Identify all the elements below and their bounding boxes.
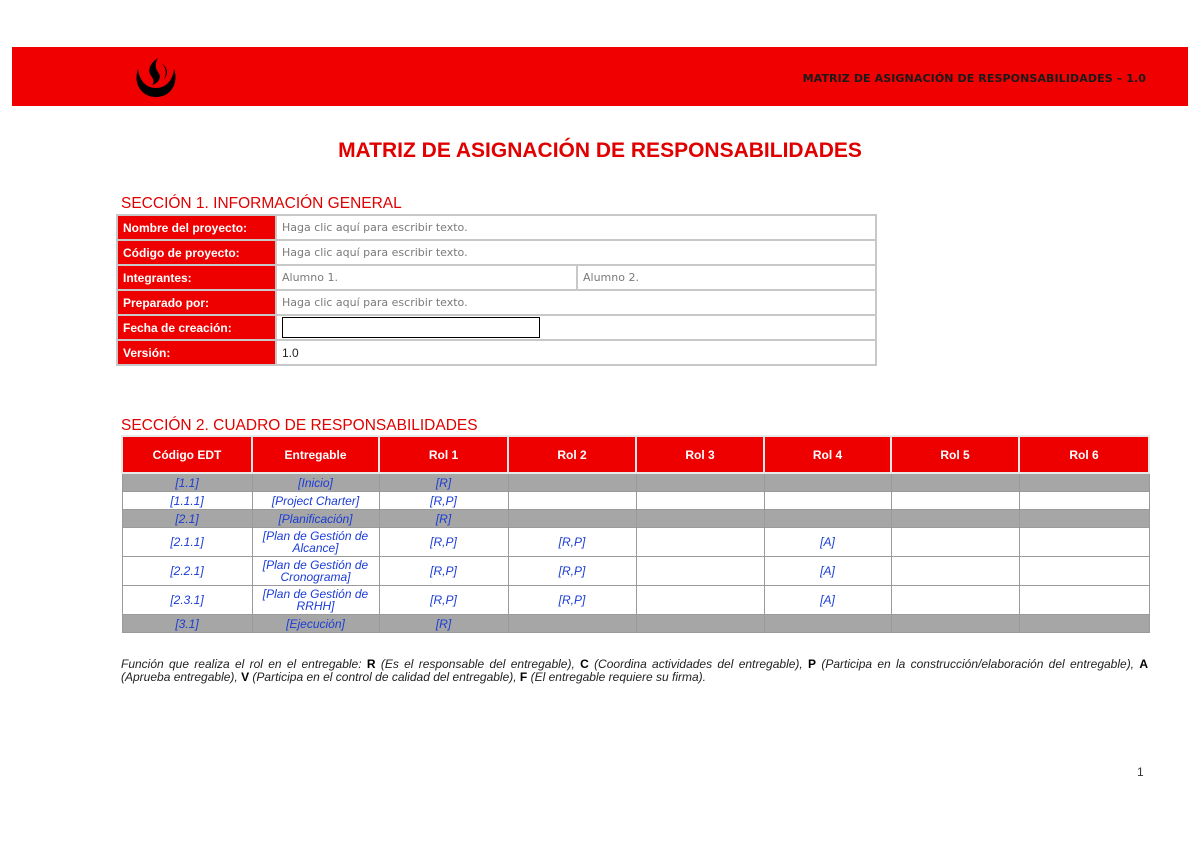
table-cell[interactable] [508, 615, 636, 633]
table-row [122, 510, 1149, 528]
creation-date-field[interactable] [282, 317, 540, 338]
table-cell[interactable]: [A] [764, 586, 891, 615]
table-cell[interactable]: [R,P] [379, 586, 508, 615]
table-row [122, 473, 1149, 492]
key-V: V [241, 670, 250, 684]
section1-heading: SECCIÓN 1. INFORMACIÓN GENERAL [121, 195, 402, 212]
column-header: Rol 1 [379, 436, 508, 473]
table-cell[interactable]: [R] [379, 510, 508, 528]
page-title: MATRIZ DE ASIGNACIÓN DE RESPONSABILIDADES [338, 139, 862, 162]
creation-date-cell [276, 315, 876, 340]
section2-heading: SECCIÓN 2. CUADRO DE RESPONSABILIDADES [121, 417, 478, 434]
table-cell[interactable] [891, 557, 1019, 586]
table-cell[interactable]: [R,P] [379, 528, 508, 557]
responsibility-table [121, 435, 1150, 633]
table-cell[interactable] [508, 473, 636, 492]
column-header: Rol 5 [891, 436, 1019, 473]
table-cell[interactable]: [Ejecución] [252, 615, 379, 633]
table-cell[interactable] [1019, 473, 1149, 492]
table-cell[interactable] [891, 492, 1019, 510]
table-cell[interactable] [891, 615, 1019, 633]
table-cell[interactable] [764, 473, 891, 492]
table-cell[interactable] [764, 492, 891, 510]
key-F: F [519, 670, 528, 684]
table-cell[interactable] [636, 586, 764, 615]
project-code-row [117, 240, 876, 265]
table-cell[interactable]: [2.3.1] [122, 586, 252, 615]
creation-date-row [117, 315, 876, 340]
member-1-field[interactable]: Alumno 1. [276, 265, 577, 290]
table-row [122, 586, 1149, 615]
table-cell[interactable]: [R,P] [508, 557, 636, 586]
table-cell[interactable] [764, 615, 891, 633]
note-intro: Función que realiza el rol en el entregable: [121, 657, 367, 671]
note-A: (Aprueba entregable), [121, 670, 242, 684]
note-F: (El entregable requiere su firma). [527, 670, 707, 684]
column-header: Rol 2 [508, 436, 636, 473]
page-number: 1 [1137, 765, 1144, 779]
table-cell[interactable]: [Project Charter] [252, 492, 379, 510]
table-cell[interactable] [636, 473, 764, 492]
table-cell[interactable]: [Inicio] [252, 473, 379, 492]
table-cell[interactable] [891, 586, 1019, 615]
upc-logo-icon [127, 55, 185, 101]
version-row [117, 340, 876, 365]
table-cell[interactable]: [1.1] [122, 473, 252, 492]
creation-date-label: Fecha de creación: [117, 315, 276, 340]
table-cell[interactable] [891, 528, 1019, 557]
table-cell[interactable] [636, 557, 764, 586]
table-cell[interactable] [636, 528, 764, 557]
table-cell[interactable]: [R,P] [508, 586, 636, 615]
table-header-row [122, 436, 1149, 473]
version-label: Versión: [117, 340, 276, 365]
table-cell[interactable]: [Planificación] [252, 510, 379, 528]
prepared-by-row [117, 290, 876, 315]
table-cell[interactable]: [R] [379, 473, 508, 492]
project-code-label: Código de proyecto: [117, 240, 276, 265]
table-cell[interactable] [1019, 586, 1149, 615]
table-cell[interactable] [764, 510, 891, 528]
table-cell[interactable] [508, 492, 636, 510]
table-cell[interactable]: [Plan de Gestión de RRHH] [252, 586, 379, 615]
table-cell[interactable]: [A] [764, 557, 891, 586]
table-cell[interactable]: [R] [379, 615, 508, 633]
table-cell[interactable]: [Plan de Gestión de Cronograma] [252, 557, 379, 586]
column-header: Rol 4 [764, 436, 891, 473]
member-2-field[interactable]: Alumno 2. [577, 265, 876, 290]
table-cell[interactable]: [2.1.1] [122, 528, 252, 557]
note-V: (Participa en el control de calidad del entregable), [249, 670, 520, 684]
table-cell[interactable]: [Plan de Gestión de Alcance] [252, 528, 379, 557]
project-code-field[interactable]: Haga clic aquí para escribir texto. [276, 240, 876, 265]
members-label: Integrantes: [117, 265, 276, 290]
column-header: Rol 6 [1019, 436, 1149, 473]
table-row [122, 528, 1149, 557]
table-cell[interactable] [1019, 557, 1149, 586]
table-cell[interactable] [891, 473, 1019, 492]
table-cell[interactable]: [R,P] [379, 557, 508, 586]
header-title: MATRIZ DE ASIGNACIÓN DE RESPONSABILIDADES – 1.0 [802, 72, 1146, 85]
column-header: Código EDT [122, 436, 252, 473]
table-cell[interactable] [1019, 528, 1149, 557]
table-cell[interactable]: [3.1] [122, 615, 252, 633]
key-R: R [366, 657, 376, 671]
table-cell[interactable] [1019, 510, 1149, 528]
table-cell[interactable] [1019, 615, 1149, 633]
table-cell[interactable] [636, 492, 764, 510]
table-cell[interactable]: [R,P] [379, 492, 508, 510]
note-R: (Es el responsable del entregable), [375, 657, 581, 671]
table-cell[interactable] [636, 615, 764, 633]
table-cell[interactable] [1019, 492, 1149, 510]
table-cell[interactable]: [1.1.1] [122, 492, 252, 510]
general-info-table [116, 214, 877, 366]
legend-note [121, 658, 1148, 684]
project-name-label: Nombre del proyecto: [117, 215, 276, 240]
table-cell[interactable] [891, 510, 1019, 528]
table-cell[interactable]: [2.2.1] [122, 557, 252, 586]
key-P: P [808, 657, 817, 671]
project-name-field[interactable]: Haga clic aquí para escribir texto. [276, 215, 876, 240]
key-A: A [1139, 657, 1148, 671]
project-name-row [117, 215, 876, 240]
page-header [12, 47, 1188, 106]
prepared-by-label: Preparado por: [117, 290, 276, 315]
table-cell[interactable]: [A] [764, 528, 891, 557]
table-cell[interactable] [636, 510, 764, 528]
note-C: (Coordina actividades del entregable), [588, 657, 809, 671]
table-cell[interactable]: [R,P] [508, 528, 636, 557]
column-header: Rol 3 [636, 436, 764, 473]
note-P: (Participa en la construcción/elaboración del entregable), [816, 657, 1140, 671]
column-header: Entregable [252, 436, 379, 473]
table-row [122, 615, 1149, 633]
members-row [117, 265, 876, 290]
version-field[interactable]: 1.0 [276, 340, 876, 365]
table-cell[interactable] [508, 510, 636, 528]
key-C: C [580, 657, 589, 671]
table-row [122, 557, 1149, 586]
table-row [122, 492, 1149, 510]
prepared-by-field[interactable]: Haga clic aquí para escribir texto. [276, 290, 876, 315]
table-cell[interactable]: [2.1] [122, 510, 252, 528]
